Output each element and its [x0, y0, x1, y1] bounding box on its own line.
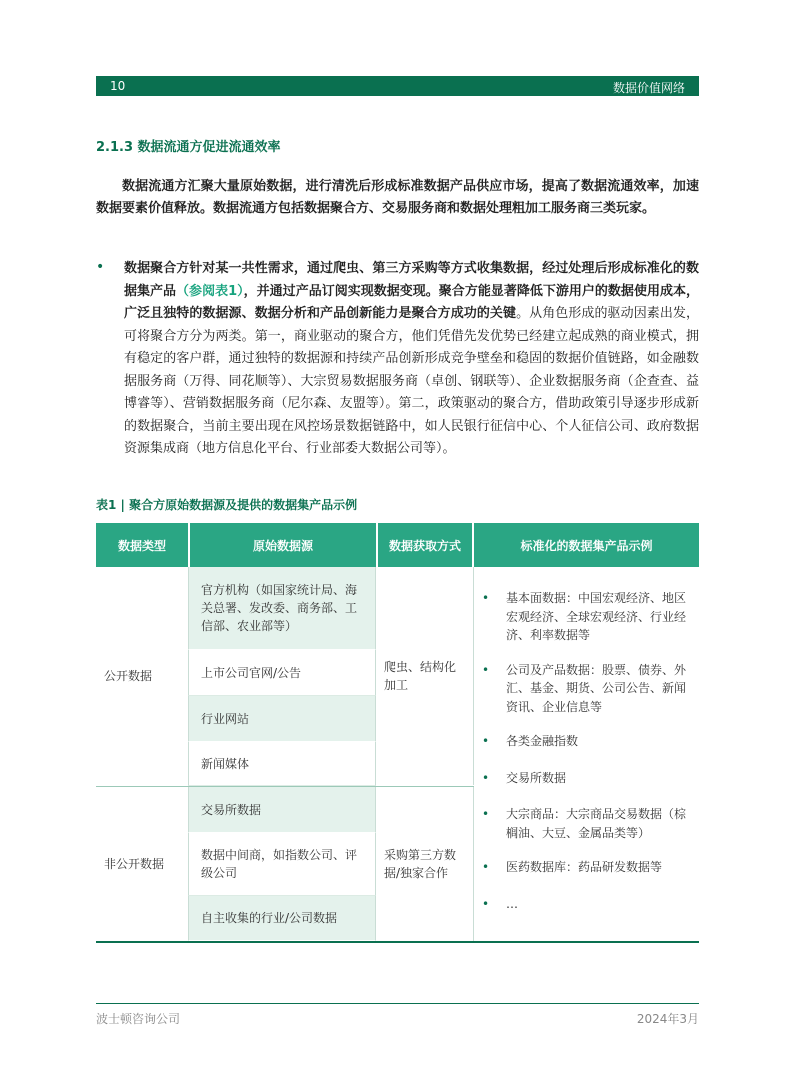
- page-header-bar: [96, 76, 699, 96]
- type-nonpublic: 非公开数据: [104, 857, 165, 871]
- bullet-rest: 。从角色形成的驱动因素出发，可将聚合方分为两类。第一，商业驱动的聚合方，他们凭借先发优势已经建立起成熟的商业模式，拥有稳定的客户群，通过独特的数据源和持续产品创新形成竞争壁垒和稳固的数据价值链路，如金融数据服务商（万得、同花顺等）、大宗贸易数据服务商（卓创、钢联等）、企业数据服务商（企查查、益博睿等）、营销数据服务商（尼尔森、友盟等）。第二，政策驱动的聚合方，借助政策引导逐步形成新的数据聚合，当前主要出现在风控场景数据链路中，如人民银行征信中心、个人征信公司、政府数据资源集成商（地方信息化平台、行业部委大数据公司等）。: [124, 306, 699, 456]
- source-self-collected: 自主收集的行业/公司数据: [188, 896, 376, 941]
- product-examples-list: [482, 589, 696, 913]
- list-item: • 公司及产品数据：股票、债券、外汇、基金、期货、公司公告、新闻资讯、企业信息等: [482, 662, 687, 714]
- table-reference-link[interactable]: （参阅表1）: [176, 283, 244, 299]
- list-item: • 交易所数据: [482, 770, 567, 785]
- source-intermediaries: 数据中间商，如指数公司、评级公司: [188, 833, 376, 896]
- bullet-bold-lead: 数据聚合方针对某一共性需求，通过爬虫、第三方采购等方式收集数据，经过处理后形成标准化的数据集产品: [124, 261, 699, 299]
- footer-publisher: 波士顿咨询公司: [96, 1012, 181, 1026]
- bullet-paragraph: [124, 258, 699, 461]
- source-listed-companies: 上市公司官网/公告: [188, 650, 376, 696]
- data-sources-table: [96, 523, 699, 943]
- bullet-bold-mid: ，并通过产品订阅实现数据变现。聚合方能显著降低下游用户的数据使用成本，广泛且独特的数据源、数据分析和产品创新能力是聚合方成功的关键: [124, 283, 699, 321]
- footer-rule: [96, 1003, 699, 1004]
- header-acquisition: 数据获取方式: [378, 523, 472, 567]
- method-purchase: 采购第三方数据/独家合作: [376, 787, 474, 941]
- list-item: • 基本面数据：中国宏观经济、地区宏观经济、全球宏观经济、行业经济、利率数据等: [482, 591, 687, 642]
- footer-date: 2024年3月: [636, 1012, 699, 1026]
- header-raw-source: 原始数据源: [190, 523, 376, 567]
- type-public: 公开数据: [104, 669, 153, 683]
- source-official: 官方机构（如国家统计局、海关总署、发改委、商务部、工信部、农业部等）: [188, 567, 376, 650]
- source-news-media: 新闻媒体: [188, 742, 376, 786]
- source-exchange: 交易所数据: [188, 787, 376, 833]
- intro-paragraph: 数据流通方汇聚大量原始数据，进行清洗后形成标准数据产品供应市场，提高了数据流通效率，加速数据要素价值释放。数据流通方包括数据聚合方、交易服务商和数据处理粗加工服务商三类玩家。: [96, 179, 699, 216]
- table-caption: 表1 | 聚合方原始数据源及提供的数据集产品示例: [96, 498, 358, 512]
- section-title: 2.1.3 数据流通方促进流通效率: [96, 140, 281, 155]
- source-industry-sites: 行业网站: [188, 696, 376, 742]
- list-item: • 大宗商品：大宗商品交易数据（棕榈油、大豆、金属品类等）: [482, 807, 687, 840]
- list-item: • …: [482, 896, 518, 911]
- running-title: 数据价值网络: [612, 81, 685, 95]
- list-item: • 各类金融指数: [482, 734, 579, 748]
- table-bottom-rule: [96, 941, 699, 943]
- header-data-type: 数据类型: [96, 523, 188, 567]
- page-number: 10: [110, 79, 126, 93]
- bullet-dot-icon: •: [96, 259, 105, 275]
- method-crawl: 爬虫、结构化加工: [376, 567, 474, 785]
- list-item: • 医药数据库：药品研发数据等: [482, 860, 663, 874]
- header-products: 标准化的数据集产品示例: [474, 523, 699, 567]
